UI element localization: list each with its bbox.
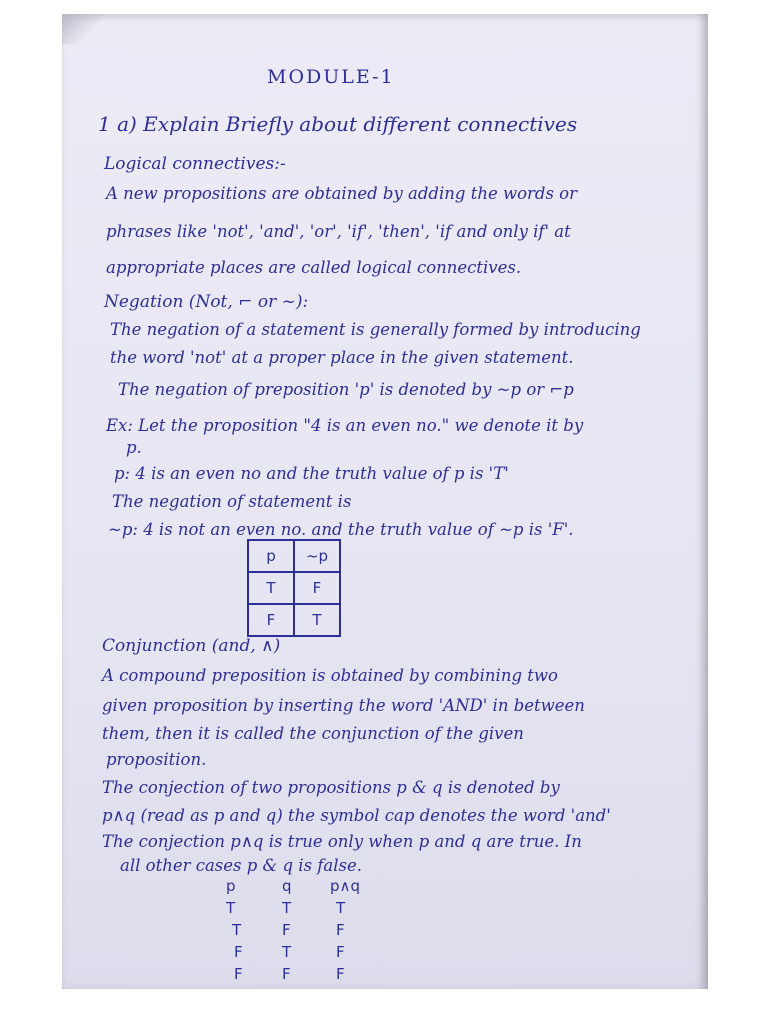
table-row [248, 604, 340, 636]
table-header-cell: p [248, 540, 294, 572]
table-cell: T [282, 943, 292, 961]
table-row [248, 572, 340, 604]
table-cell: F [336, 943, 345, 961]
page-corner-shadow [62, 14, 102, 44]
example-line: Ex: Let the proposition "4 is an even no." we denote it by [106, 416, 584, 435]
table-cell: F [282, 921, 291, 939]
table-cell: F [248, 604, 294, 636]
text-line: phrases like 'not', 'and', 'or', 'if', 'then', 'if and only if' at [106, 222, 571, 241]
table-cell: F [336, 921, 345, 939]
table-cell: T [226, 899, 236, 917]
example-line: The negation of statement is [112, 492, 352, 511]
example-line: p: 4 is an even no and the truth value of p is 'T' [114, 464, 509, 483]
text-line: The conjection p∧q is true only when p and q are true. In [102, 832, 582, 851]
text-line: appropriate places are called logical connectives. [106, 258, 522, 277]
table-cell: F [282, 965, 291, 983]
text-line: them, then it is called the conjunction of the given [102, 724, 524, 743]
negation-truth-table [247, 539, 341, 637]
table-cell: F [294, 572, 340, 604]
table-header-cell: p [226, 877, 236, 895]
notebook-page [62, 14, 708, 989]
table-cell: T [232, 921, 242, 939]
text-line: The negation of a statement is generally formed by introducing [110, 320, 641, 339]
section-heading-negation: Negation (Not, ⌐ or ~): [104, 292, 309, 312]
section-heading-conjunction: Conjunction (and, ∧) [102, 636, 281, 656]
table-header-cell: q [282, 877, 292, 895]
text-line: The conjection of two propositions p & q is denoted by [102, 778, 560, 797]
question-heading: 1 a) Explain Briefly about different connectives [98, 112, 578, 136]
text-line: A new propositions are obtained by adding the words or [106, 184, 578, 203]
table-header-cell: ~p [294, 540, 340, 572]
page-edge-shadow [698, 14, 708, 989]
table-cell: F [336, 965, 345, 983]
text-line: proposition. [106, 750, 207, 769]
text-line: A compound preposition is obtained by combining two [102, 666, 558, 685]
table-cell: F [234, 965, 243, 983]
example-line: ~p: 4 is not an even no. and the truth value of ~p is 'F'. [108, 520, 574, 539]
text-line: all other cases p & q is false. [120, 856, 362, 875]
table-cell: F [234, 943, 243, 961]
table-header-row [248, 540, 340, 572]
example-line: p. [126, 438, 142, 457]
table-cell: T [248, 572, 294, 604]
page-title: MODULE-1 [267, 66, 395, 88]
text-line: The negation of preposition 'p' is denoted by ~p or ⌐p [118, 380, 574, 399]
table-cell: T [282, 899, 292, 917]
text-line: p∧q (read as p and q) the symbol cap denotes the word 'and' [102, 806, 611, 825]
table-header-cell: p∧q [330, 877, 361, 895]
section-heading-logical-connectives: Logical connectives:- [104, 154, 286, 174]
table-cell: T [336, 899, 346, 917]
text-line: given proposition by inserting the word 'AND' in between [102, 696, 585, 715]
text-line: the word 'not' at a proper place in the given statement. [110, 348, 574, 367]
table-cell: T [294, 604, 340, 636]
